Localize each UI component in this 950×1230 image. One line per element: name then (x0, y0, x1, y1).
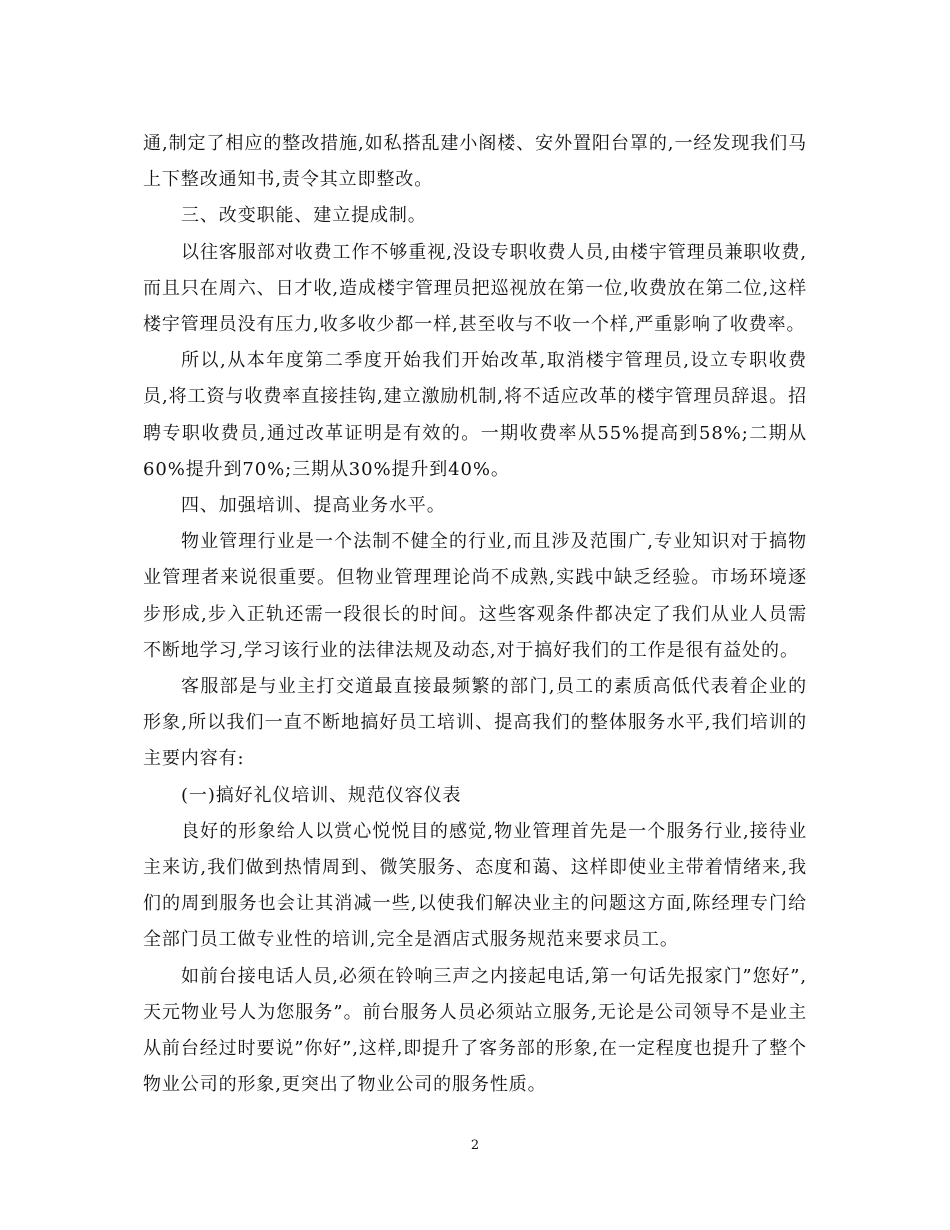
paragraph-continuation: 通,制定了相应的整改措施,如私搭乱建小阁楼、安外置阳台罩的,一经发现我们马上下整改通知书,责令其立即整改。 (143, 133, 807, 191)
paragraph: 良好的形象给人以赏心悦悦目的感觉,物业管理首先是一个服务行业,接待业主来访,我们做到热情周到、微笑服务、态度和蔼、这样即使业主带着情绪来,我们的周到服务也会让其消减一些,以使我们解决业主的问题这方面,陈经理专门给全部门员工做专业性的培训,完全是酒店式服务规范来要求员工。 (143, 820, 807, 951)
paragraph: 以往客服部对收费工作不够重视,没设专职收费人员,由楼宇管理员兼职收费,而且只在周六、日才收,造成楼宇管理员把巡视放在第一位,收费放在第二位,这样楼宇管理员没有压力,收多收少都一样,甚至收与不收一个样,严重影响了收费率。 (143, 241, 807, 336)
paragraph: 客服部是与业主打交道最直接最频繁的部门,员工的素质高低代表着企业的形象,所以我们一直不断地搞好员工培训、提高我们的整体服务水平,我们培训的主要内容有: (143, 676, 807, 770)
section-heading-three: 三、改变职能、建立提成制。 (181, 205, 427, 227)
paragraph: 物业管理行业是一个法制不健全的行业,而且涉及范围广,专业知识对于搞物业管理者来说很重要。但物业管理理论尚不成熟,实践中缺乏经验。市场环境逐步形成,步入正轨还需一段很长的时间。这些客观条件都决定了我们从业人员需不断地学习,学习该行业的法律法规及动态,对于搞好我们的工作是很有益处的。 (143, 531, 807, 661)
paragraph: 如前台接电话人员,必须在铃响三声之内接起电话,第一句话先报家门”您好”,天元物业号人为您服务”。前台服务人员必须站立服务,无论是公司领导不是业主从前台经过时要说”你好”,这样,即提升了客务部的形象,在一定程度也提升了整个物业公司的形象,更突出了物业公司的服务性质。 (143, 965, 807, 1096)
page-number: 2 (470, 1138, 480, 1153)
document-body (143, 126, 807, 1103)
paragraph: 所以,从本年度第二季度开始我们开始改革,取消楼宇管理员,设立专职收费员,将工资与收费率直接挂钩,建立激励机制,将不适应改革的楼宇管理员辞退。招聘专职收费员,通过改革证明是有效的。一期收费率从55%提高到58%;二期从60%提升到70%;三期从30%提升到40%。 (143, 350, 807, 480)
section-heading-four: 四、加强培训、提高业务水平。 (181, 495, 446, 517)
subsection-heading: (一)搞好礼仪培训、规范仪容仪表 (181, 784, 462, 806)
